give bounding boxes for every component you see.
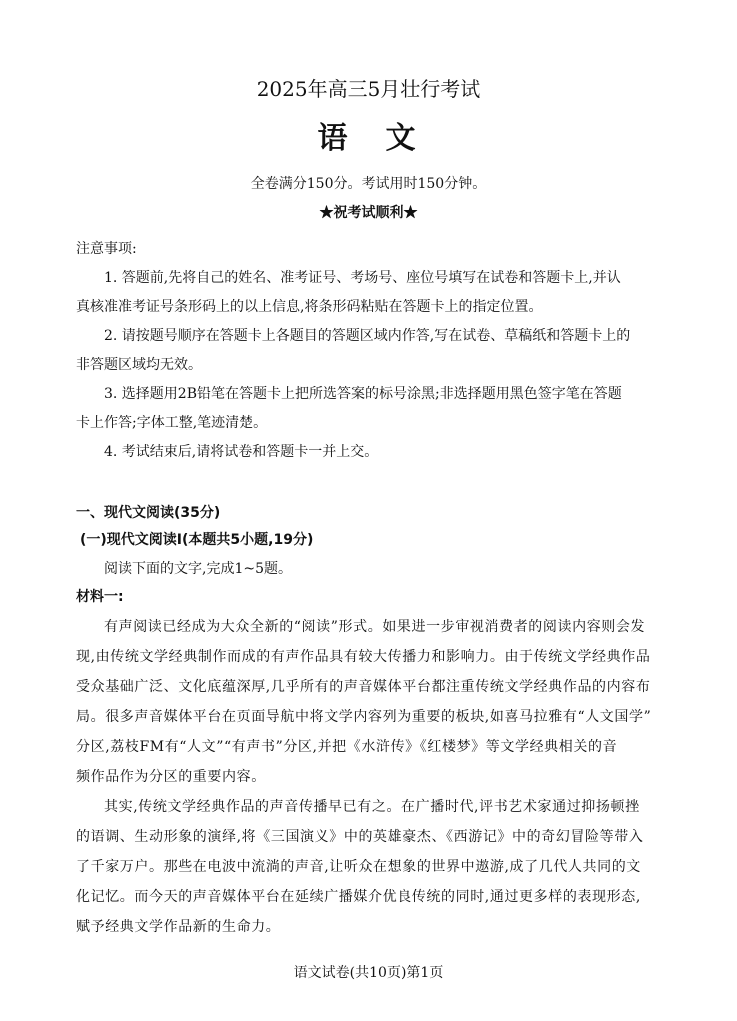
material-p2-line-5: 赋予经典文学作品新的生命力。	[76, 919, 281, 935]
subject-char-2: 文	[385, 121, 420, 156]
notice-item-1-line-1: 1. 答题前,先将自己的姓名、准考证号、考场号、座位号填写在试卷和答题卡上,并认	[104, 270, 621, 286]
reading-instruction: 阅读下面的文字,完成1~5题。	[104, 561, 292, 577]
exam-title: 2025年高三5月壮行考试	[256, 77, 481, 101]
subject-title	[0, 121, 737, 156]
material-p2-line-1: 其实,传统文学经典作品的声音传播早已有之。在广播时代,评书艺术家通过抑扬顿挫	[104, 799, 640, 815]
material-p1-line-5: 分区,荔枝FM有“人文”“有声书”分区,并把《水浒传》《红楼梦》等文学经典相关的音	[76, 739, 618, 755]
material-p2-line-2: 的语调、生动形象的演绎,将《三国演义》中的英雄豪杰、《西游记》中的奇幻冒险等带入	[76, 829, 644, 845]
notice-heading: 注意事项:	[76, 241, 137, 257]
notice-item-2-line-1: 2. 请按题号顺序在答题卡上各题目的答题区域内作答,写在试卷、草稿纸和答题卡上的	[104, 328, 631, 344]
notice-item-3-line-2: 卡上作答;字体工整,笔迹清楚。	[76, 415, 268, 431]
material-label: 材料一:	[76, 589, 124, 605]
material-p1-line-3: 受众基础广泛、文化底蕴深厚,几乎所有的声音媒体平台都注重传统文学经典作品的内容布	[76, 679, 651, 695]
notice-item-3-line-1: 3. 选择题用2B铅笔在答题卡上把所选答案的标号涂黑;非选择题用黑色签字笔在答题	[104, 386, 622, 402]
subsection-heading: (一)现代文阅读Ⅰ(本题共5小题,19分)	[80, 532, 314, 548]
page-footer: 语文试卷(共10页)第1页	[293, 965, 444, 981]
notice-item-4-line-1: 4. 考试结束后,请将试卷和答题卡一并上交。	[104, 444, 379, 460]
material-p1-line-2: 现,由传统文学经典制作而成的有声作品具有较大传播力和影响力。由于传统文学经典作品	[76, 649, 651, 665]
material-p1-line-4: 局。很多声音媒体平台在页面导航中将文学内容列为重要的板块,如喜马拉雅有“人文国学”	[76, 709, 652, 725]
good-luck-banner: ★祝考试顺利★	[319, 205, 418, 221]
material-p2-line-4: 化记忆。而今天的声音媒体平台在延续广播媒介优良传统的同时,通过更多样的表现形态,	[76, 889, 641, 905]
notice-item-2-line-2: 非答题区域均无效。	[76, 357, 202, 373]
notice-item-1-line-2: 真核准准考证号条形码上的以上信息,将条形码粘贴在答题卡上的指定位置。	[76, 299, 543, 315]
subject-char-1: 语	[317, 121, 352, 156]
section-heading: 一、现代文阅读(35分)	[76, 505, 221, 521]
exam-meta: 全卷满分150分。考试用时150分钟。	[250, 176, 487, 192]
material-p1-line-6: 频作品作为分区的重要内容。	[76, 769, 266, 785]
material-p1-line-1: 有声阅读已经成为大众全新的“阅读”形式。如果进一步审视消费者的阅读内容则会发	[104, 619, 646, 635]
material-p2-line-3: 了千家万户。那些在电波中流淌的声音,让听众在想象的世界中遨游,成了几代人共同的文	[76, 859, 641, 875]
